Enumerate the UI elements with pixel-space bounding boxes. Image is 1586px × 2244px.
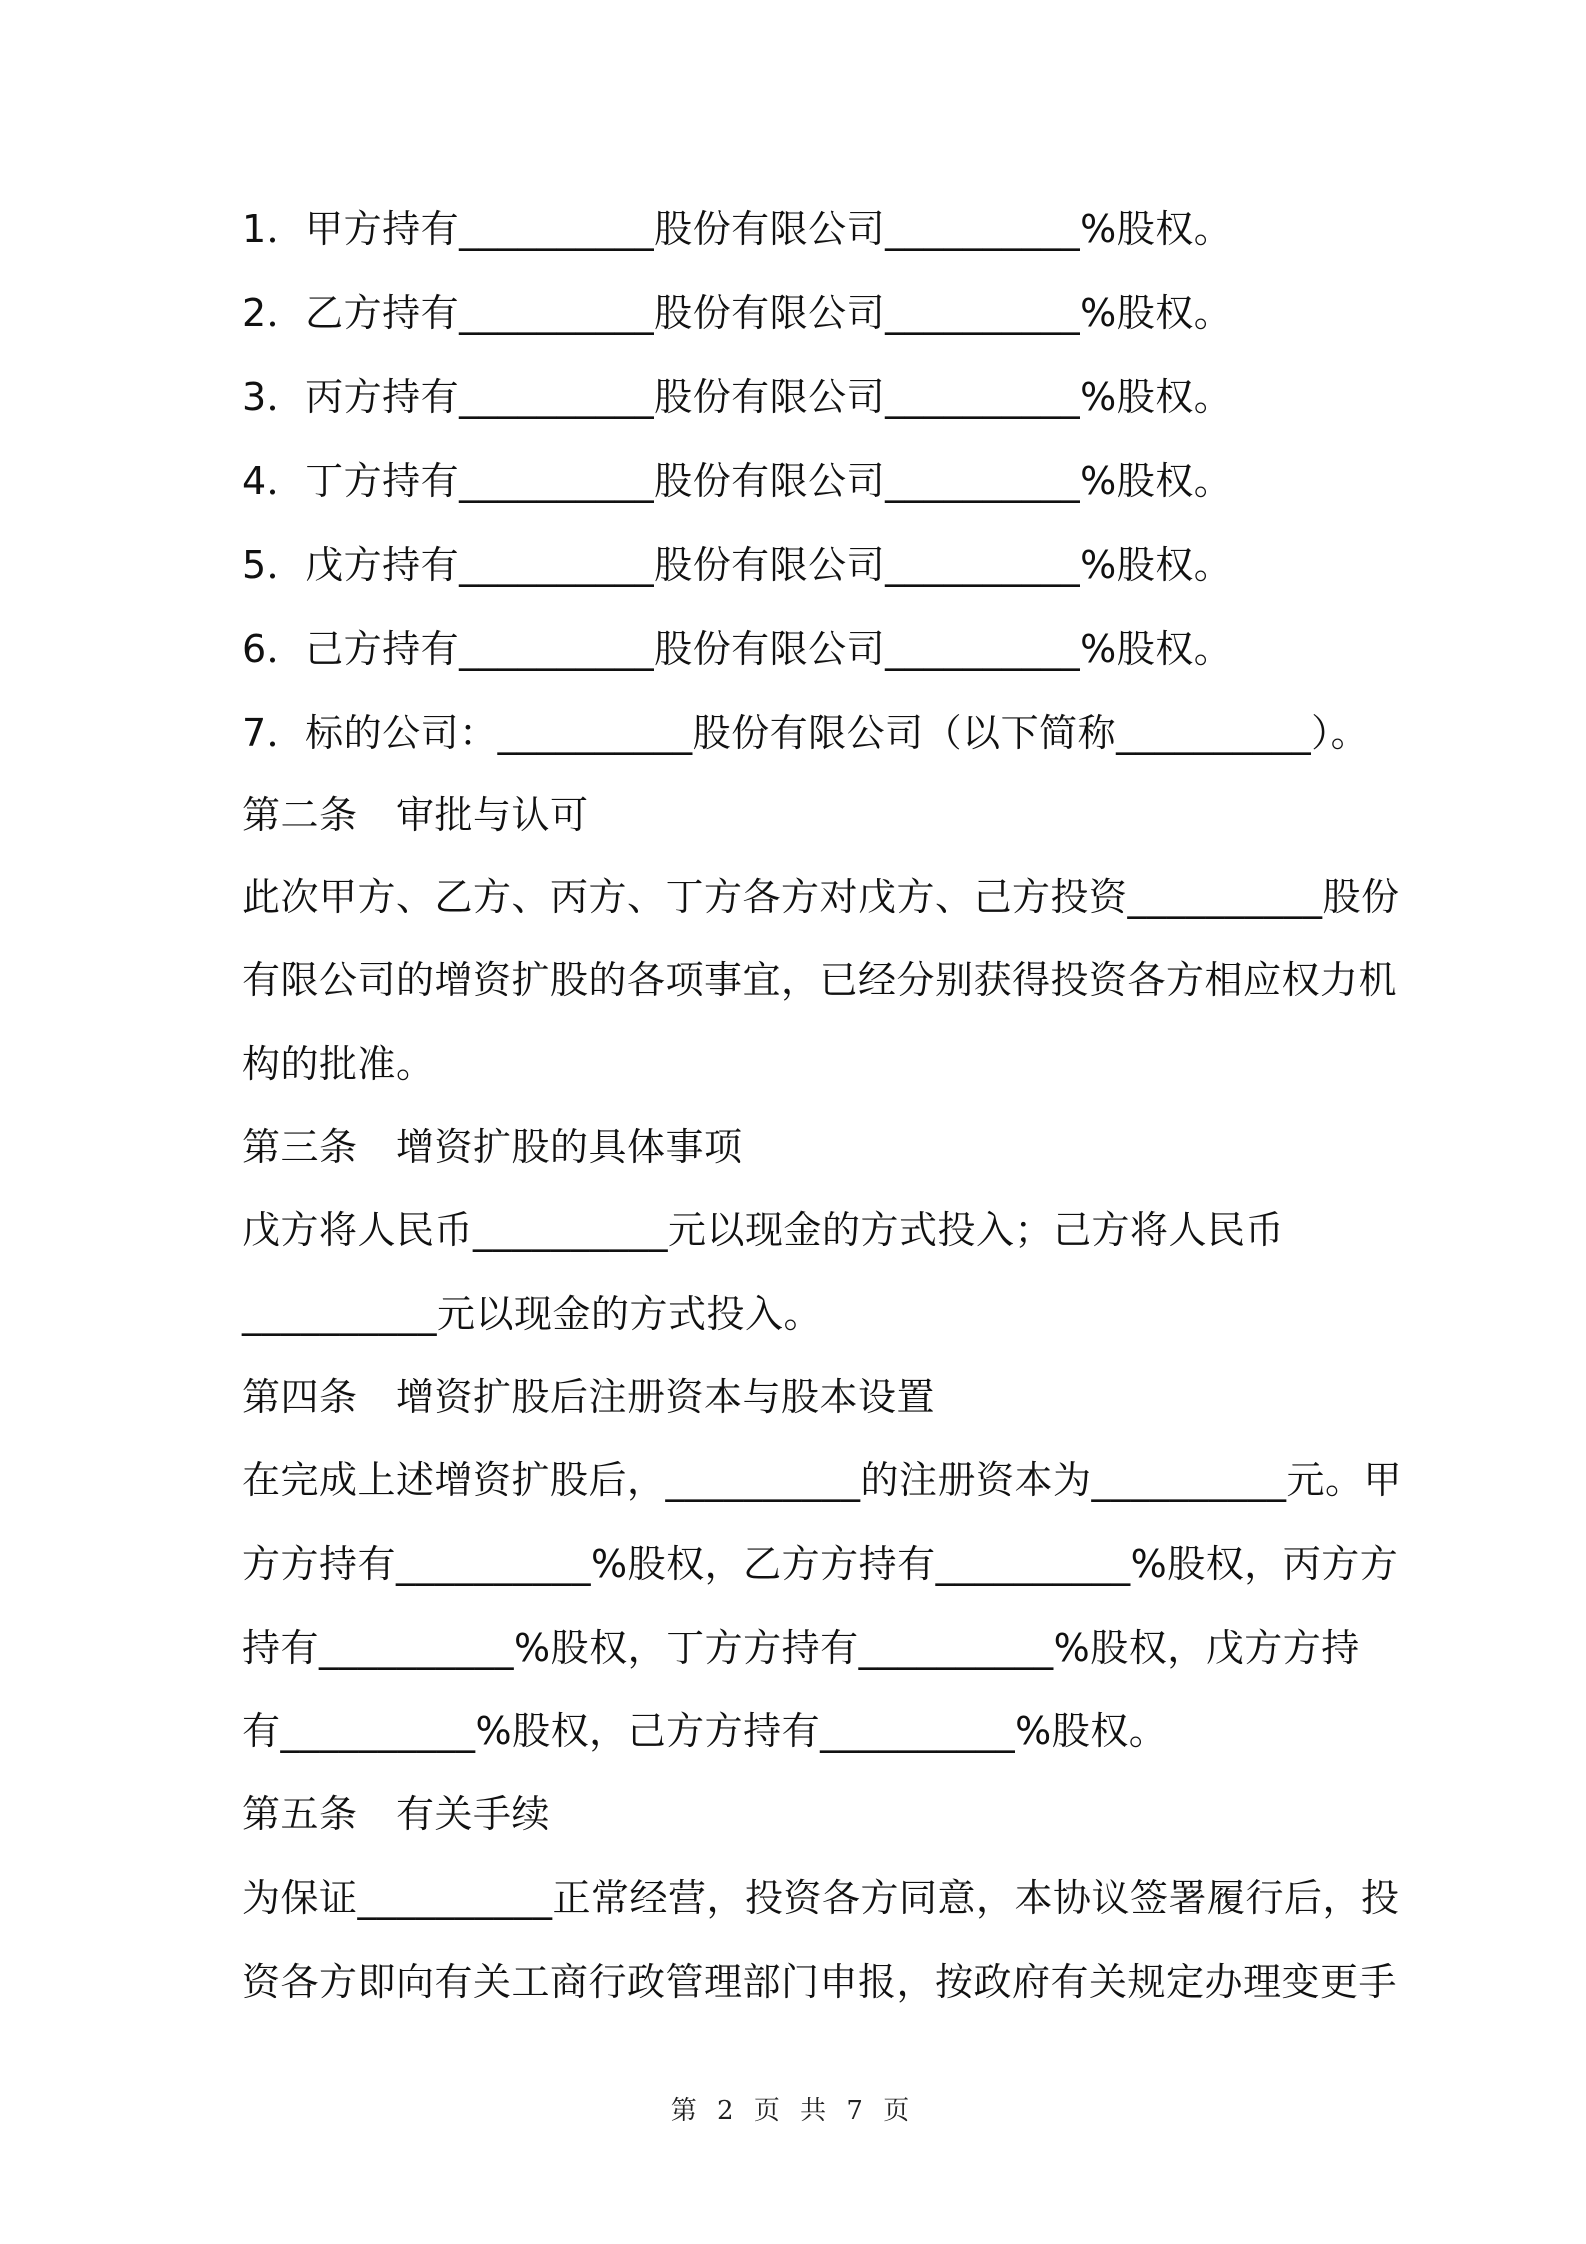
item-5-party-e: 5．戊方持有__________股份有限公司__________%股权。	[242, 543, 1233, 587]
item-4-party-d: 4．丁方持有__________股份有限公司__________%股权。	[242, 459, 1233, 503]
article-5-text-line: 为保证__________正常经营，投资各方同意，本协议签署履行后，投	[242, 1876, 1400, 1920]
article-4-text-line: 在完成上述增资扩股后，__________的注册资本为__________元。甲	[242, 1458, 1403, 1502]
article-3-heading: 第三条 增资扩股的具体事项	[242, 1125, 743, 1169]
page-number-footer: 第 2 页 共 7 页	[670, 2096, 916, 2126]
article-3-text-line: 戊方将人民币__________元以现金的方式投入；己方将人民币	[242, 1208, 1285, 1252]
article-3-text-line: __________元以现金的方式投入。	[242, 1292, 823, 1336]
item-3-party-c: 3．丙方持有__________股份有限公司__________%股权。	[242, 375, 1233, 419]
article-4-heading: 第四条 增资扩股后注册资本与股本设置	[242, 1375, 936, 1419]
item-2-party-b: 2．乙方持有__________股份有限公司__________%股权。	[242, 291, 1233, 335]
article-5-text-line: 资各方即向有关工商行政管理部门申报，按政府有关规定办理变更手	[242, 1960, 1398, 2004]
item-6-party-f: 6．己方持有__________股份有限公司__________%股权。	[242, 627, 1233, 671]
article-2-text-line: 此次甲方、乙方、丙方、丁方各方对戊方、己方投资__________股份	[242, 875, 1400, 919]
article-4-text-line: 方方持有__________%股权，乙方方持有__________%股权，丙方方	[242, 1542, 1399, 1586]
article-5-heading: 第五条 有关手续	[242, 1792, 551, 1836]
item-1-party-a: 1．甲方持有__________股份有限公司__________%股权。	[242, 207, 1233, 251]
article-4-text-line: 有__________%股权，己方方持有__________%股权。	[242, 1709, 1168, 1753]
article-2-text-line: 有限公司的增资扩股的各项事宜，已经分别获得投资各方相应权力机	[242, 958, 1398, 1002]
item-7-target-company: 7．标的公司：__________股份有限公司（以下简称__________）。	[242, 711, 1370, 755]
article-4-text-line: 持有__________%股权，丁方方持有__________%股权，戊方方持	[242, 1626, 1360, 1670]
article-2-heading: 第二条 审批与认可	[242, 793, 589, 837]
article-2-text-line: 构的批准。	[242, 1042, 435, 1086]
